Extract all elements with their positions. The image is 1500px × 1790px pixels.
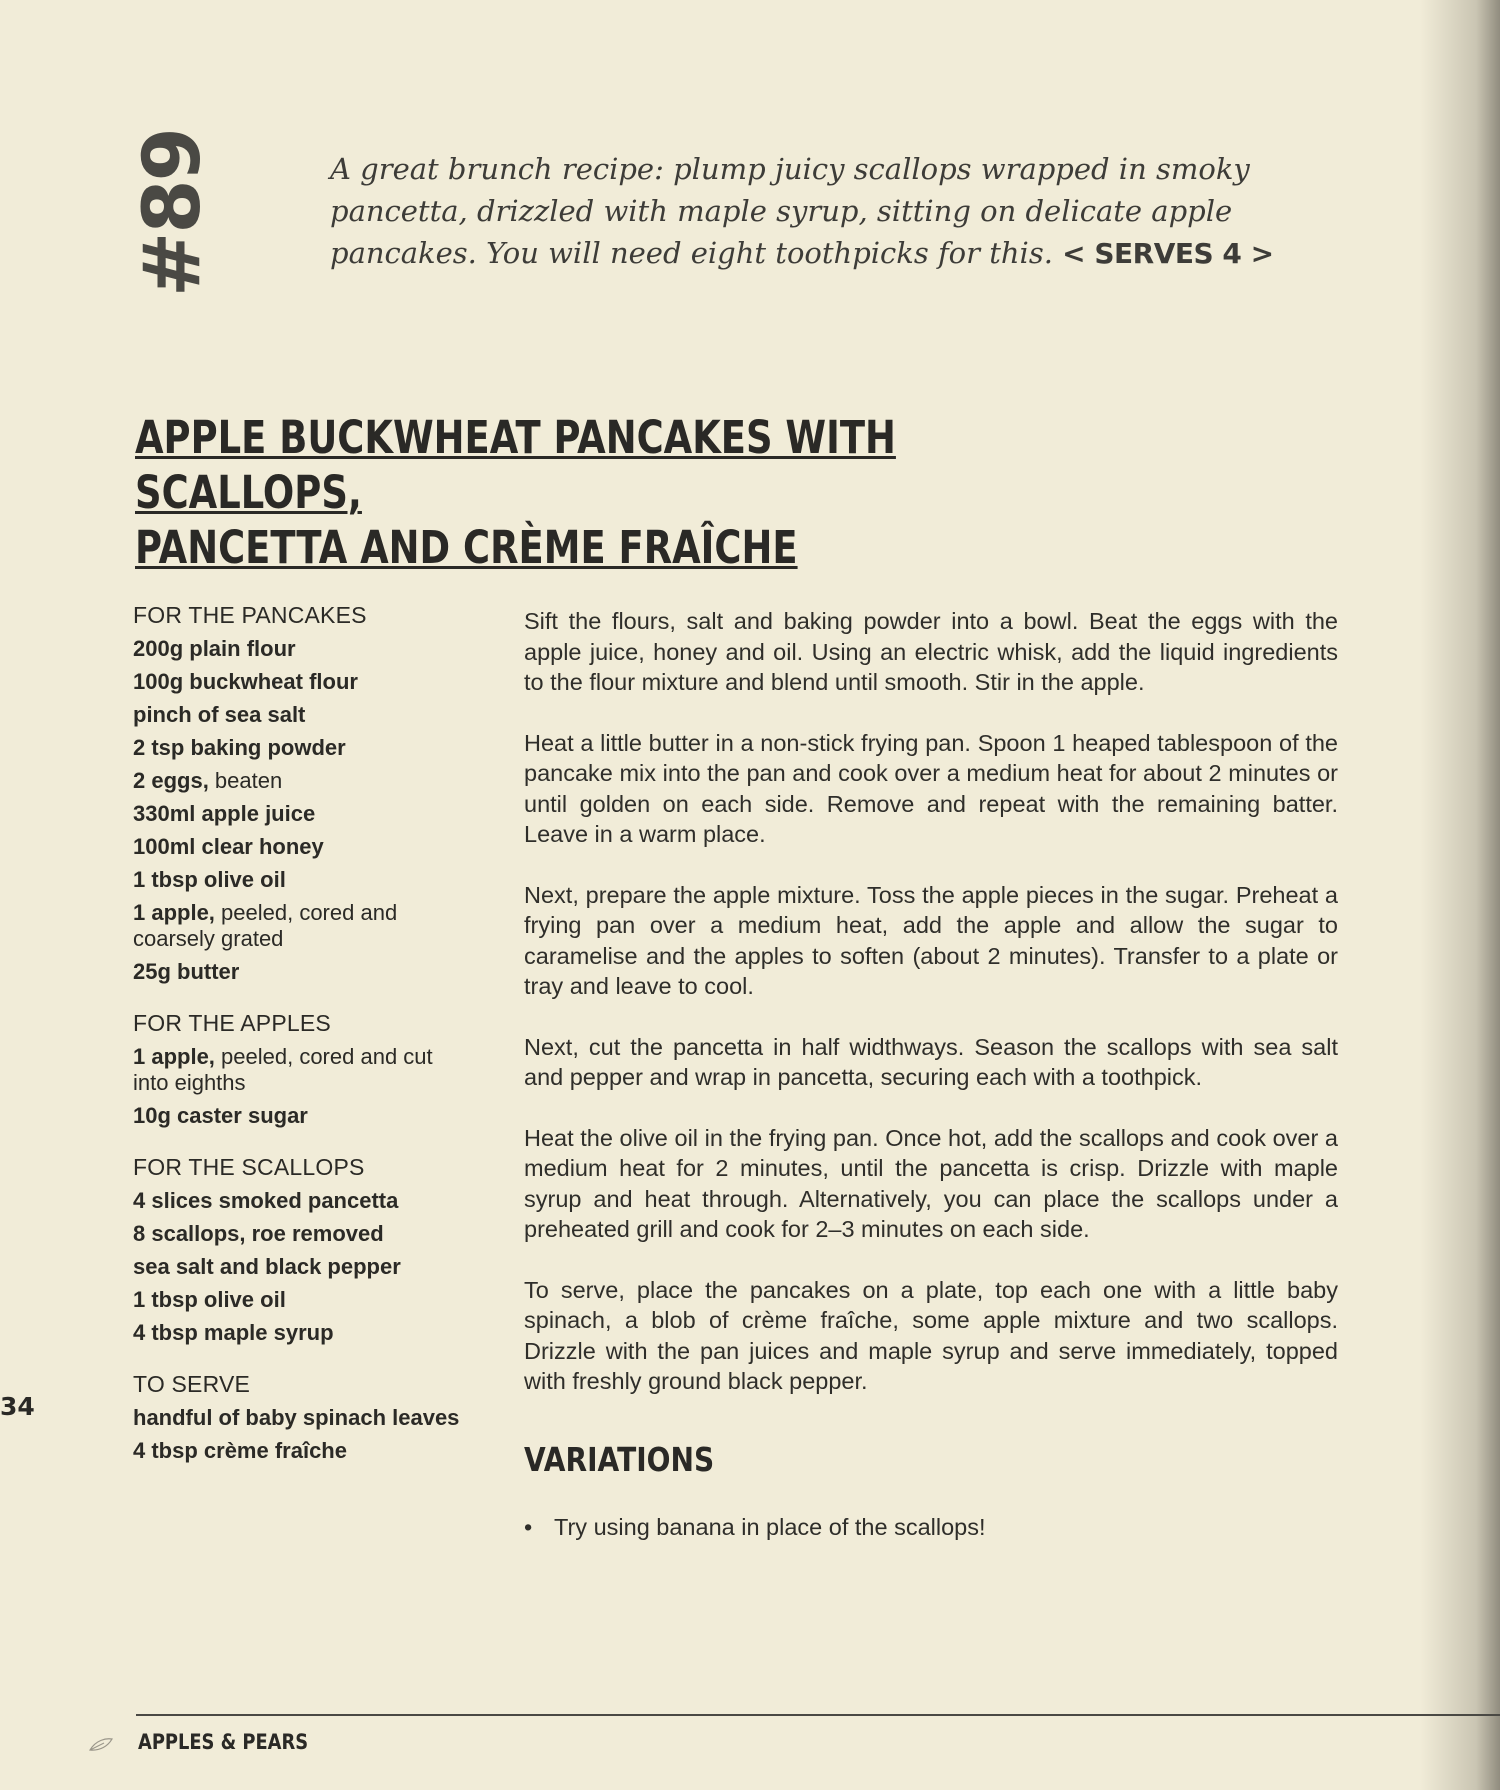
ingredient-main: 1 tbsp olive oil (133, 867, 286, 892)
ingredient-main: 10g caster sugar (133, 1103, 308, 1128)
recipe-title (135, 410, 1135, 575)
ingredient-note: beaten (208, 768, 283, 793)
ingredient-section (133, 602, 463, 985)
intro-text: A great brunch recipe: plump juicy scallops wrapped in smoky pancetta, drizzled with maple syrup, sitting on delicate apple pancakes. You will need eight toothpicks for this. (330, 152, 1250, 270)
ingredient-main: 4 tbsp crème fraîche (133, 1438, 347, 1463)
ingredient-item (133, 867, 463, 893)
ingredient-main: handful of baby spinach leaves (133, 1405, 460, 1430)
ingredient-item (133, 735, 463, 761)
method-step: Heat a little butter in a non-stick frying pan. Spoon 1 heaped tablespoon of the pancake mix into the pan and cook over a medium heat for about 2 minutes or until golden on each side. Remove and repeat with the remaining batter. Leave in a warm place. (524, 729, 1338, 847)
ingredient-item (133, 1044, 463, 1096)
recipe-title-line-1: APPLE BUCKWHEAT PANCAKES WITH SCALLOPS, (135, 411, 896, 519)
ingredients-list (133, 602, 463, 1489)
ingredient-item (133, 768, 463, 794)
ingredient-main: 2 tsp baking powder (133, 735, 346, 760)
recipe-number: #89 (128, 128, 218, 297)
ingredient-item (133, 1320, 463, 1346)
ingredient-section-heading: FOR THE PANCAKES (133, 602, 367, 628)
ingredient-section-heading: TO SERVE (133, 1371, 251, 1397)
ingredient-main: sea salt and black pepper (133, 1254, 401, 1279)
ingredient-item (133, 669, 463, 695)
ingredient-note: peeled, cored and coarsely grated (133, 900, 398, 951)
leaf-icon (88, 1736, 114, 1754)
ingredient-note: peeled, cored and cut into eighths (133, 1044, 433, 1095)
ingredient-item (133, 1221, 463, 1247)
ingredient-item (133, 1254, 463, 1280)
serves-label: < SERVES 4 > (1062, 237, 1274, 270)
method-step: Next, cut the pancetta in half widthways. Season the scallops with sea salt and pepper and wrap in pancetta, securing each with a toothpick. (524, 1033, 1338, 1090)
recipe-title-line-2: PANCETTA AND CRÈME FRAÎCHE (135, 521, 798, 574)
ingredient-section-heading: FOR THE SCALLOPS (133, 1154, 365, 1180)
ingredient-item (133, 1287, 463, 1313)
ingredient-main: 8 scallops, roe removed (133, 1221, 384, 1246)
ingredient-section-heading: FOR THE APPLES (133, 1010, 331, 1036)
ingredient-item (133, 1405, 463, 1431)
ingredient-item (133, 1188, 463, 1214)
variations-heading: VARIATIONS (524, 1440, 715, 1479)
ingredient-main: 2 eggs, (133, 768, 209, 793)
ingredient-item (133, 900, 463, 952)
footer-section-label: APPLES & PEARS (138, 1730, 309, 1754)
footer-divider (136, 1714, 1500, 1716)
ingredient-item (133, 702, 463, 728)
ingredient-main: 100ml clear honey (133, 834, 324, 859)
ingredient-item (133, 636, 463, 662)
ingredient-item (133, 959, 463, 985)
ingredient-item (133, 801, 463, 827)
ingredient-main: 100g buckwheat flour (133, 669, 358, 694)
ingredient-main: 330ml apple juice (133, 801, 316, 826)
method-step: Sift the flours, salt and baking powder into a bowl. Beat the eggs with the apple juice, honey and oil. Using an electric whisk, add the liquid ingredients to the flour mixture and blend until smooth. Stir in the apple. (524, 608, 1338, 695)
page-number: 34 (0, 1392, 35, 1421)
method-step: To serve, place the pancakes on a plate, top each one with a little baby spinach, a blob of crème fraîche, some apple mixture and two scallops. Drizzle with the pan juices and maple syrup and serve immediately, topped with freshly ground black pepper. (524, 1276, 1338, 1394)
ingredient-main: 200g plain flour (133, 636, 296, 661)
ingredient-main: pinch of sea salt (133, 702, 306, 727)
ingredient-item (133, 834, 463, 860)
method-step: Heat the olive oil in the frying pan. Once hot, add the scallops and cook over a medium heat for 2 minutes, until the pancetta is crisp. Drizzle with maple syrup and heat through. Alternatively, you can place the scallops under a preheated grill and cook for 2–3 minutes on each side. (524, 1124, 1338, 1242)
ingredient-section (133, 1154, 463, 1346)
page-gutter-shadow (1420, 0, 1500, 1790)
ingredient-main: 1 apple, (133, 1044, 215, 1069)
method-step: Next, prepare the apple mixture. Toss the apple pieces in the sugar. Preheat a frying pan over a medium heat, add the apple and allow the sugar to caramelise and the apples to soften (about 2 minutes). Transfer to a plate or tray and leave to cool. (524, 881, 1338, 999)
ingredient-section (133, 1010, 463, 1129)
ingredient-main: 1 tbsp olive oil (133, 1287, 286, 1312)
ingredient-main: 4 slices smoked pancetta (133, 1188, 399, 1213)
variations-list (524, 1514, 1324, 1541)
variation-item: • Try using banana in place of the scallops! (524, 1514, 1324, 1541)
ingredient-section (133, 1371, 463, 1464)
ingredient-main: 4 tbsp maple syrup (133, 1320, 334, 1345)
ingredient-main: 1 apple, (133, 900, 215, 925)
recipe-intro (330, 148, 1290, 275)
ingredient-item (133, 1103, 463, 1129)
ingredient-item (133, 1438, 463, 1464)
method-steps (524, 606, 1338, 1427)
ingredient-main: 25g butter (133, 959, 240, 984)
